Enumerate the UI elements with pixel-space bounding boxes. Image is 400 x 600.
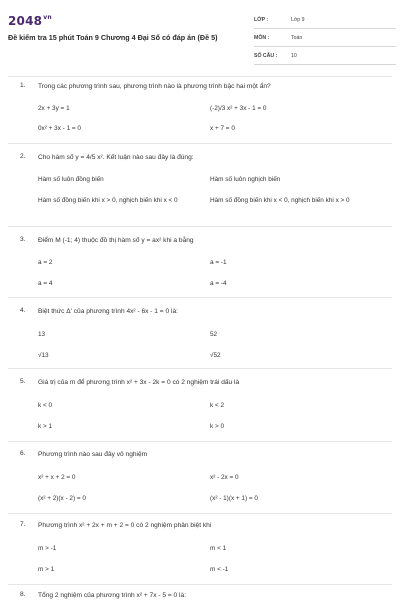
option-c[interactable]: 0x² + 3x - 1 = 0	[38, 125, 81, 132]
option-b[interactable]: k < 2	[210, 402, 225, 409]
divider	[8, 76, 392, 77]
option-c[interactable]: (x² + 2)(x - 2) = 0	[38, 495, 86, 502]
header	[8, 14, 396, 72]
option-c[interactable]: m > 1	[38, 566, 55, 573]
option-d[interactable]: x + 7 = 0	[210, 125, 235, 132]
option-b[interactable]: m < 1	[210, 545, 227, 552]
divider	[8, 368, 392, 369]
site-logo[interactable]: $2048^{vn}$	[8, 14, 52, 28]
option-d[interactable]: a = -4	[210, 280, 227, 287]
option-d[interactable]: m < -1	[210, 566, 229, 573]
meta-row-subject: MÔN : Toán	[254, 32, 396, 47]
option-c[interactable]: Hàm số đồng biến khi x > 0, nghịch biến khi x < 0	[38, 197, 178, 204]
option-a[interactable]: a = 2	[38, 259, 53, 266]
option-a[interactable]: x² + x + 2 = 0	[38, 474, 76, 481]
document-title: Đề kiểm tra 15 phút Toán 9 Chương 4 Đại Số có đáp án (Đề 5)	[8, 33, 218, 42]
option-b[interactable]: a = -1	[210, 259, 227, 266]
option-a[interactable]: Hàm số luôn đồng biến	[38, 176, 104, 183]
option-a[interactable]: k < 0	[38, 402, 53, 409]
meta-row-count: SỐ CÂU : 10	[254, 50, 396, 65]
option-a[interactable]: 13	[38, 331, 46, 338]
divider	[8, 513, 392, 514]
option-c[interactable]: k > 1	[38, 423, 53, 430]
option-a[interactable]: 2x + 3y = 1	[38, 105, 70, 112]
divider	[8, 143, 392, 144]
option-d[interactable]: Hàm số đồng biến khi x < 0, nghịch biến khi x > 0	[210, 197, 350, 204]
option-b[interactable]: 52	[210, 331, 218, 338]
divider	[8, 584, 392, 585]
divider	[8, 297, 392, 298]
option-b[interactable]: x² - 2x = 0	[210, 474, 239, 481]
option-a[interactable]: m > -1	[38, 545, 57, 552]
meta-panel	[254, 14, 396, 68]
meta-row-class: LỚP : Lớp 9	[254, 14, 396, 29]
divider	[8, 226, 392, 227]
option-d[interactable]: k > 0	[210, 423, 225, 430]
option-d[interactable]: √52	[210, 352, 221, 359]
option-c[interactable]: √13	[38, 352, 49, 359]
divider	[8, 441, 392, 442]
option-d[interactable]: (x² - 1)(x + 1) = 0	[210, 495, 258, 502]
option-b[interactable]: Hàm số luôn nghịch biến	[210, 176, 281, 183]
option-c[interactable]: a = 4	[38, 280, 53, 287]
option-b[interactable]: (-2)/3 x² + 3x - 1 = 0	[210, 105, 267, 112]
quiz-page: $2048^{vn}$ Đề kiểm tra 15 phút Toán 9 Chương 4 Đại Số có đáp án (Đề 5) LỚP : Lớp 9 MÔN : Toán SỐ CÂU : 10 1. Trong các phương trình sau, phương trình nào là phương trình bậc hai một ẩn? 2x + 3y = 1 (-2)/3 x² + 3x - 1 = 0 0x² + 3x - 1 = 0 x + 7 = 0 2. Cho hàm số y = 4/5 x². Kết luận nào sau đây là đúng: Hàm số luôn đồng biến Hàm số luôn nghịch biến Hàm số đồng biến khi x > 0, nghịch biến khi x < 0 Hàm số đồng biến khi x < 0, nghịch biến khi x > 0 3. Điểm M (-1; 4) thuộc đồ thị hàm số y = ax² khi a bằng a = 2 a = -1 a = 4 a = -4 4. Biệt thức Δ' của phương trình 4x² - 6x - 1 = 0 là: 13 52 √13 √52 5. Giá trị của m để phương trình x² + 3x - 2k = 0 có 2 nghiệm trái dấu là k < 0 k < 2 k > 1 k > 0 6. Phương trình nào sau đây vô nghiệm x² + x + 2 = 0 x² - 2x = 0 (x² + 2)(x - 2) = 0 (x² - 1)(x + 1) = 0 7. Phương trình x² + 2x + m + 2 = 0 có 2 nghiệm phân biệt khi m > -1 m < 1 m > 1 m < -1 8. Tổng 2 nghiệm của phương trình x² + 7x - 5 = 0 là:	[0, 0, 400, 600]
